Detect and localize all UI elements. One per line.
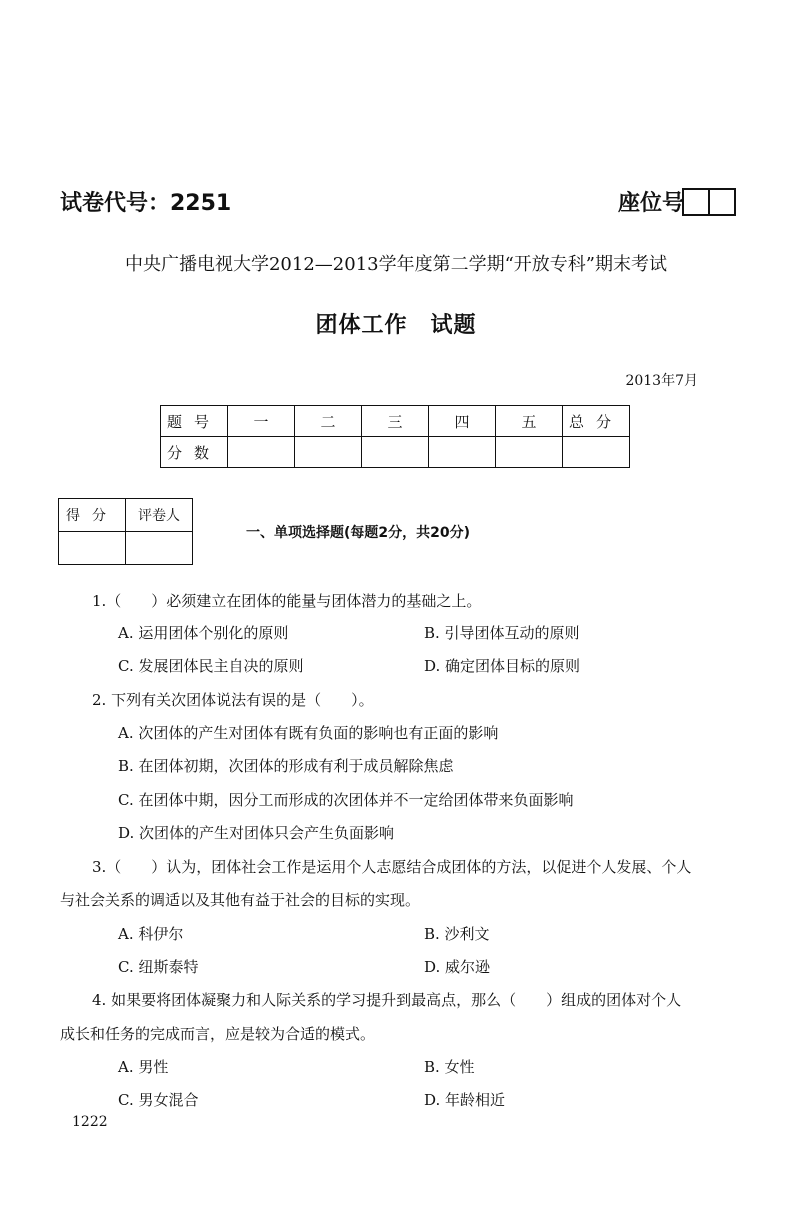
score-table-header-row [161, 406, 630, 437]
option: D. 次团体的产生对团体只会产生负面影响 [118, 824, 395, 842]
option: A. 次团体的产生对团体有既有负面的影响也有正面的影响 [118, 724, 499, 742]
score-cell: 题号 [161, 406, 228, 437]
score-table-score-row [161, 437, 630, 468]
question-stem: 3.（ ）认为，团体社会工作是运用个人志愿结合成团体的方法，以促进个人发展、个人 [92, 858, 692, 876]
option: B. 女性 [424, 1058, 475, 1076]
section-title: 一、单项选择题(每题2分，共20分) [246, 525, 471, 541]
option: B. 沙利文 [424, 925, 490, 943]
option: B. 在团体初期，次团体的形成有利于成员解除焦虑 [118, 757, 454, 775]
exam-title: 团体工作 试题 [315, 313, 477, 338]
option: C. 在团体中期，因分工而形成的次团体并不一定给团体带来负面影响 [118, 791, 574, 809]
grader-table [58, 498, 193, 565]
score-blank[interactable] [228, 437, 295, 468]
score-blank[interactable] [429, 437, 496, 468]
question-stem-continued: 成长和任务的完成而言，应是较为合适的模式。 [60, 1025, 376, 1043]
grader-score-label: 得分 [59, 499, 126, 532]
question-stem: 2. 下列有关次团体说法有误的是（ ）。 [92, 691, 374, 709]
option: C. 纽斯泰特 [118, 958, 199, 976]
score-cell: 三 [362, 406, 429, 437]
seat-box [708, 188, 736, 216]
question-stem: 4. 如果要将团体凝聚力和人际关系的学习提升到最高点，那么（ ）组成的团体对个人 [92, 991, 682, 1009]
grader-name-blank[interactable] [126, 532, 193, 565]
option: C. 男女混合 [118, 1091, 199, 1109]
seat-label: 座位号 [617, 191, 684, 216]
option: B. 引导团体互动的原则 [424, 624, 580, 642]
score-cell: 总分 [563, 406, 630, 437]
grader-label: 评卷人 [126, 499, 193, 532]
score-blank[interactable] [362, 437, 429, 468]
score-blank[interactable] [496, 437, 563, 468]
question-stem: 1.（ ）必须建立在团体的能量与团体潜力的基础之上。 [92, 592, 482, 610]
option: D. 确定团体目标的原则 [424, 657, 581, 675]
grader-score-blank[interactable] [59, 532, 126, 565]
option: A. 科伊尔 [118, 925, 184, 943]
score-blank[interactable] [295, 437, 362, 468]
score-cell: 一 [228, 406, 295, 437]
question-stem-continued: 与社会关系的调适以及其他有益于社会的目标的实现。 [60, 891, 421, 909]
score-cell: 四 [429, 406, 496, 437]
page-number: 1222 [72, 1114, 108, 1130]
option: A. 运用团体个别化的原则 [118, 624, 289, 642]
paper-code: 试卷代号：2251 [60, 191, 232, 216]
seat-box [682, 188, 710, 216]
option: A. 男性 [118, 1058, 169, 1076]
option: C. 发展团体民主自决的原则 [118, 657, 304, 675]
option: D. 年龄相近 [424, 1091, 506, 1109]
score-cell: 二 [295, 406, 362, 437]
score-cell: 五 [496, 406, 563, 437]
score-blank[interactable] [563, 437, 630, 468]
seat-number [618, 186, 736, 217]
exam-header: 中央广播电视大学2012—2013学年度第二学期“开放专科”期末考试 [124, 254, 668, 275]
option: D. 威尔逊 [424, 958, 491, 976]
score-table [160, 405, 630, 468]
score-cell: 分数 [161, 437, 228, 468]
exam-date: 2013年7月 [625, 373, 698, 389]
